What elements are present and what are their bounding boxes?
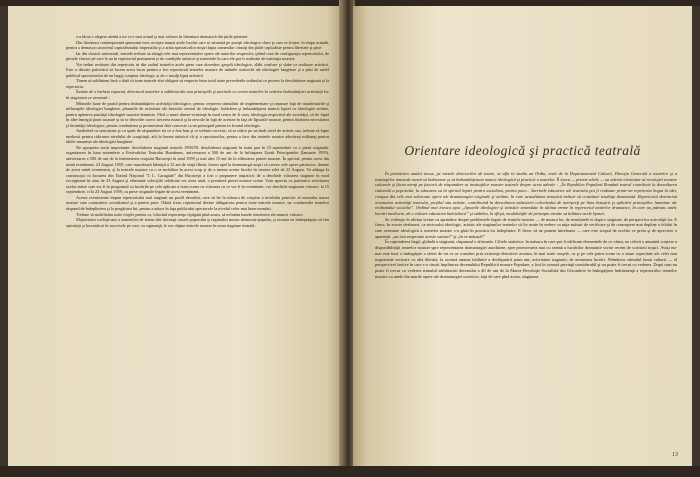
right-paragraph: În primăvara anului trecut, pe mesele directorilor de teatre, se afla în studiu un Ordin, venit de la Departamentul Culturii, Direcţia Generală a teatrelor şi a instituţiilor muzicale menit să îndrumeze şi să îmbunătăţească munca ideologică şi practică a teatrelor. Îl inova — printre altele — un adevăr elementar al revoluţiei noastre culturale şi făcea atenţi pe factorii de răspundere ai instituţiilor noastre teatrale despre acest adevăr : „În Republica Populară Română teatrul contribuie la dezvoltarea culturală a poporului, la educarea sa în spiritul luptei pentru socialism, pentru pace... Sarcinile educative ale teatrului pot fi realizate printr-un repertoriu bogat în idei, compus din cele mai valoroase opere ale dramaturgiei originale şi străine, în care actualitatea tematică trebuie să constituie tendinţa dominantă. Repertoriul determină orientarea activităţii teatrului, profilul său artistic, contribuind la dezvoltarea măiestriei colectivului de interpreţi pe linia însuşirii şi aplicării principiilor înaintate ale realismului socialist”. Ordinul mai invoca apoi „lipsurile ideologice şi artistice semnalate în ultima vreme în repertoriul teatrelor dramatice, în care au pătruns unele lucrări mediocre, de o valoare educativă îndoielnică” şi stabilea, în sfîrşit, modalităţile de principiu menite să înlăture acele lipsuri. <box>375 171 677 216</box>
left-paragraph: Analizînd cu seriozitate şi cu spirit de răspundere tot ce a fost bun şi ce trebuie corectat, să se ridice pe un înalt nivel de artistic sau, trebuie să lupte neobosit pentru ridicarea nivelului de conştiinţă, atît în lumea artistică cît şi a spectatorilor, pentru a face din teatrele noastre adevăraţi militanţi pentru ideile umaniste ale ideologiei burgheze. <box>66 128 329 145</box>
left-paragraph: Din literatura contemporană apuseană vom accepta numai acele lucrări care se situează pe poziţii ideologice clare şi care se slujesc în etapa actuală, pentru a demasca caracterul capitalismului imperialist şi a arăta spectatorilor noştri lupta oamenilor cinstiţi din ţările capitaliste pentru libertate şi pace. <box>66 39 329 51</box>
right-page-text <box>375 171 677 279</box>
left-page-text <box>66 34 329 228</box>
page-number: 13 <box>672 452 678 458</box>
left-paragraph: Trebuie să mobilizăm toate forţele pentru ca, folosind experienţa cîştigată pînă acum, să avîntăm bazele temeinice ale muncii viitoare. <box>76 211 304 217</box>
left-paragraph: Tinem să subliniem încă o dată că toate teatrele sînt obligate să respecte întru total toate prevederile ordinului ce privesc la deschiderea stagiunii şi la repertoriu. <box>66 78 329 89</box>
left-paragraph: Majoritatea covîrşitoare a oamenilor de teatru sînt devotaţi cauzei poporului şi regimului nostru democrat-popular, şi aceasta ne îndreptăţeşte să fim optimişti şi încrezători în succesele pe care, cu siguranţă, le vor obţine teatrele noastre în noua stagiune teatrală. <box>66 217 329 228</box>
right-page <box>353 6 692 466</box>
left-paragraph: Ne apropiem sortit importante: deschiderea stagiunii teatrale 1958/59, deschiderea stagiunii în toată ţara în 15 septembrie cu o piesă originală, organizarea în luna noiembrie a Festivalului Teatrului Românesc, aniversarea a 500 de ani de la înfiinţarea Unirii Principatelor (Ianuarie 1959), aniversarea a 500 de ani de la întemeierea oraşului Bucureşti în anul 1959 şi mai ales 15 ani de la eliberarea patriei noastre. În special, pentru acest din urmă eveniment, 23 August 1959, care marchează bilanţul a 15 ani de viaţă liberă, facem apel la dramaturgii noştri să creeze cele opere patriotice, demne de acest mărit eveniment, şi la teatrele noastre ca o se mobiliza în acest scop şi de a monta aceste lucrări în cinstea zilei de 23 August. Va adăuga la construcţia cu lucrarea din Teatrul Naţional ”I. L. Caragiale” din Bucureşti a fost o propunere iniţiativă: de a deschide viitoarea stagiune în mod excepţional în ziua de 23 August şi eliminate colecţiile celebrate vor avea anul, o premieră piesei noastre scene. Vom aprecia cu patriotică activitatea acelor teatre care vor fi în programul cu lucrările pe cele aplicate a vizut scena cu viitoarea cu ce vor fi în eveniment, vor deschide stagiunea viitoare, la 15 septembrie, ci la 23 August 1959, cu piese originale legate de acest eveniment. <box>66 144 329 195</box>
left-paragraph: Aceste evenimente impun repertoriului noii stagiuni un profil deosebit, care să fie în măsura de creştere a nivelului patriotic al omenilor masei noastre care construiesc socialismul şi a pentru pace. Odată fixat, repertoriul devine obligatoriu pentru toate teatrele noastre, iar conducerile teatrelor răspund de îndeplinirea şi la pregătirea lui, pentru a aduce în faţa publicului spectacole la nivelul celor mai bune montări. <box>66 194 329 211</box>
left-paragraph: Iar din clasicii universali, teatrele trebuie să aleagă cele mai reprezentative opere ale autorilor respectivi, ţinînd cont de configuraţia repertoriului, de piesele clasice pe care le au în repertorial permanent şi de condiţiile artistice şi materiale în care ele pot fi realizate de instituţia noastră. <box>66 50 329 62</box>
right-paragraph: Se vorbeşte în ultima vreme cu aprindere despre problemele legate de teatrele noastre — de munca lor, de rezultatele ei după o stagiune, de perspectiva activităţii lor. E firesc, în aceste dezbateri, ca sectorului ideologic, artistic ale stagiunilor teatrelor să fie avute în vedere ca niţte măsuri de verificare şi de cunoaştere mai depline a felului în care orientare ideologică a scenelor noastre s-a găsit în practica lor îndeplinire. E firesc să ne punem întrebarea — care este scopul de ocolire ce preia şi de apreciere o aparenţă: „un fost respectate aceste sarcini?” şi „în ce măsură?” <box>375 216 677 239</box>
bottom-edge <box>0 466 700 477</box>
left-page <box>8 6 341 466</box>
right-paragraph: În cuprinderea largă, globală a stagiunii, răspunsul e afirmativ. Cifrele statistice, în măsura în care pot fi edificate elementele de ce văzut, ne relevă o anumită creştere a disponibilităţii teatrelor noastre spre reprezentarea dramaturgiei autohtone, spre promovarea mai cu seamă a lucrărilor dramatice scrise recent de scriitorii noştri. Avuţi nu-mai este încă o îmbogăţire a sferei de tot ce ar constitui prin existenţa directivei aceasta, în mai toate oraşele, ca şi pe cele patru scene cu o mare capacitate ale celei mai importante sectoare cu altă diferită, la această anume întâlnire a desfăşurării patru ani; activitatea stagiunii, de asemenea lucrări. Neîndoios stimulul lumii culturii — al perspectivei festive în care s-a cinstit împlinirea decenalului Republicii noastre Populare, a fost în această privinţă considerabil şi nu poate fi trecut cu vederea. După cum nu poate fi trecut cu vederea stimulul sărbătoririi decenului a 40 de ani de la Marea Revoluţie Socialistă din Octombrie în îmbogăţirea îndrăzneaţă a repertoriilor teatrelor noastre cu unele din marile opere ale dramaturgiei sovietice, faţă de care pînă acum, stagiunea <box>375 239 677 279</box>
left-paragraph: Vor trebui revăzute din repertoriu tri din cadrul teatrelor acele piese care dovedesc greşeli ideologice, slăbi confuze şi slabe ca realizare artistică. Este o datorie patriotică să facem acest lucru pentru a feri repertoriul teatrelor noastre de mâinile străvechi ale ideologiei burgheze şi a păzi de astfel publicul spectatorului de un bagaj conţinut ideologic şi de o insulţi lipsă artistică. <box>66 61 329 78</box>
left-paragraph: s-a făcut o alegere atentă a tot ce e mai actual şi mai valoros în literatura dramatică din ţările prietene. <box>76 34 249 39</box>
left-paragraph: Măsurile luate de partid pentru îmbunătăţirea activităţii ideologice, pentru creşterea stimulării de implementare şi reparare faţă de manifestările şi influenţele ideologiei burgheze, planurile de activitate ale biroului central de ideologie, hotărârea şi îmbunătăţirea muncii luptei cu ideologiei străine, pentru apărarea purităţii ideologiei marxist-leniniste. Făcă o mare dinere-existenţă în mod serios de fi cum, ideologia respectivă ale societăţii, să fie luptă în idee întregul ţintei noastre şi să se dezvolte corect trecerea muncii şi la nevoile în faţă de acestea în faţa de lipsurile noastre, pentru întărirea necesitatea şi fermităţii ideologice, pentru combaterea şi promovarea fără concesie ca un principiul pentru în frontul ideologic. <box>66 100 329 128</box>
article-heading: Orientare ideologică şi practică teatrală <box>404 143 641 158</box>
left-paragraph: Înainte de a încheia raportul, directorul teatrelor a subliniat din nou principiile şi sarcinile ce cerem teatrelor în vederea îmbunătăţirii activităţii lor în stagiunea ce urmează : <box>66 89 329 101</box>
